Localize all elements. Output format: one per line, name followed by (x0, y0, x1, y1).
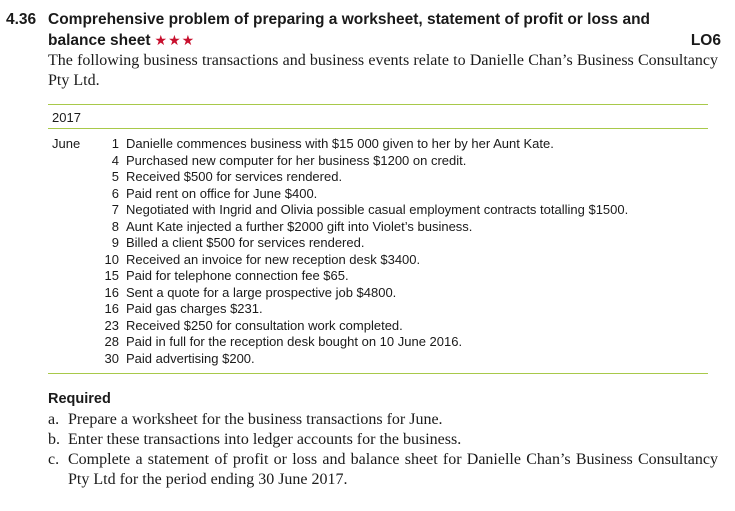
transaction-list (52, 136, 712, 367)
transaction-day: 4 (111, 152, 119, 168)
transaction-day: 23 (104, 317, 119, 333)
transaction-month (52, 268, 92, 285)
problem-title-line-2: balance sheet (48, 32, 151, 49)
required-item-text: Prepare a worksheet for the business transactions for June. (68, 411, 443, 428)
transaction-row (52, 169, 712, 186)
required-item-letter: c. (48, 451, 60, 468)
transaction-description: Danielle commences business with $15 000 given to her by her Aunt Kate. (126, 136, 554, 151)
learning-objective: LO6 (690, 32, 721, 49)
transaction-month (52, 334, 92, 351)
required-item (48, 450, 718, 490)
transaction-month (52, 351, 92, 368)
required-heading: Required (48, 391, 111, 407)
required-item-text: Enter these transactions into ledger accounts for the business. (68, 431, 462, 448)
transaction-row (52, 202, 712, 219)
required-item (48, 410, 718, 430)
transaction-description: Aunt Kate injected a further $2000 gift into Violet’s business. (126, 218, 473, 234)
transaction-month (52, 252, 92, 269)
transaction-day: 16 (104, 284, 119, 300)
transaction-month: June (52, 136, 81, 151)
transaction-row (52, 334, 712, 351)
transaction-row (52, 301, 712, 318)
transaction-month (52, 301, 92, 318)
problem-title-line-1: Comprehensive problem of preparing a worksheet, statement of profit or loss and (48, 11, 651, 28)
transaction-row (52, 318, 712, 335)
transaction-day: 9 (111, 235, 119, 250)
table-top-rule (48, 104, 708, 105)
transaction-description: Negotiated with Ingrid and Olivia possible casual employment contracts totalling $1500. (126, 202, 629, 217)
transaction-day: 10 (104, 251, 119, 267)
transaction-description: Sent a quote for a large prospective job $4800. (126, 284, 397, 300)
transaction-day: 1 (111, 136, 119, 151)
transaction-day: 16 (104, 301, 119, 316)
transaction-row (52, 219, 712, 236)
transaction-day: 6 (111, 185, 119, 201)
transaction-month (52, 285, 92, 302)
heading-line-1 (6, 9, 721, 30)
transaction-description: Paid for telephone connection fee $65. (126, 268, 349, 283)
transaction-month (52, 169, 92, 186)
transaction-month (52, 219, 92, 236)
transaction-row (52, 136, 712, 153)
transaction-month (52, 153, 92, 170)
transaction-row (52, 252, 712, 269)
required-item-letter: a. (48, 411, 60, 428)
transaction-row (52, 186, 712, 203)
transaction-month (52, 186, 92, 203)
transaction-description: Paid rent on office for June $400. (126, 185, 318, 201)
transaction-description: Billed a client $500 for services rendered. (126, 235, 365, 250)
transaction-row (52, 351, 712, 368)
problem-intro: The following business transactions and business events relate to Danielle Chan’s Business Consultancy Pty Ltd. (48, 52, 718, 89)
transaction-month (52, 202, 92, 219)
required-item-text: Complete a statement of profit or loss and balance sheet for Danielle Chan’s Business Consultancy Pty Ltd for the period ending 30 June 2017. (68, 451, 718, 488)
transaction-month (52, 318, 92, 335)
transaction-description: Received $500 for services rendered. (126, 169, 343, 184)
transaction-day: 7 (111, 202, 119, 217)
transaction-description: Paid advertising $200. (126, 350, 255, 366)
required-item-letter: b. (48, 431, 60, 448)
transaction-day: 8 (111, 218, 119, 234)
transaction-month (52, 235, 92, 252)
transaction-day: 30 (104, 350, 119, 366)
transaction-description: Purchased new computer for her business $1200 on credit. (126, 152, 467, 168)
transaction-day: 28 (104, 334, 119, 349)
required-list (48, 410, 718, 490)
transaction-row (52, 235, 712, 252)
transaction-description: Received an invoice for new reception desk $3400. (126, 251, 421, 267)
table-year: 2017 (52, 110, 81, 125)
required-item (48, 430, 718, 450)
transaction-row (52, 153, 712, 170)
transaction-description: Paid in full for the reception desk bought on 10 June 2016. (126, 334, 463, 349)
transaction-description: Paid gas charges $231. (126, 301, 263, 316)
transaction-day: 15 (104, 268, 119, 283)
table-bottom-rule (48, 373, 708, 374)
transaction-row (52, 285, 712, 302)
transaction-row (52, 268, 712, 285)
problem-number: 4.36 (6, 11, 37, 28)
transaction-description: Received $250 for consultation work completed. (126, 317, 403, 333)
problem-heading (6, 9, 721, 51)
table-header-rule (48, 128, 708, 129)
difficulty-stars-icon: ★★★ (154, 32, 196, 48)
transaction-day: 5 (111, 169, 119, 184)
heading-line-2 (6, 30, 721, 51)
